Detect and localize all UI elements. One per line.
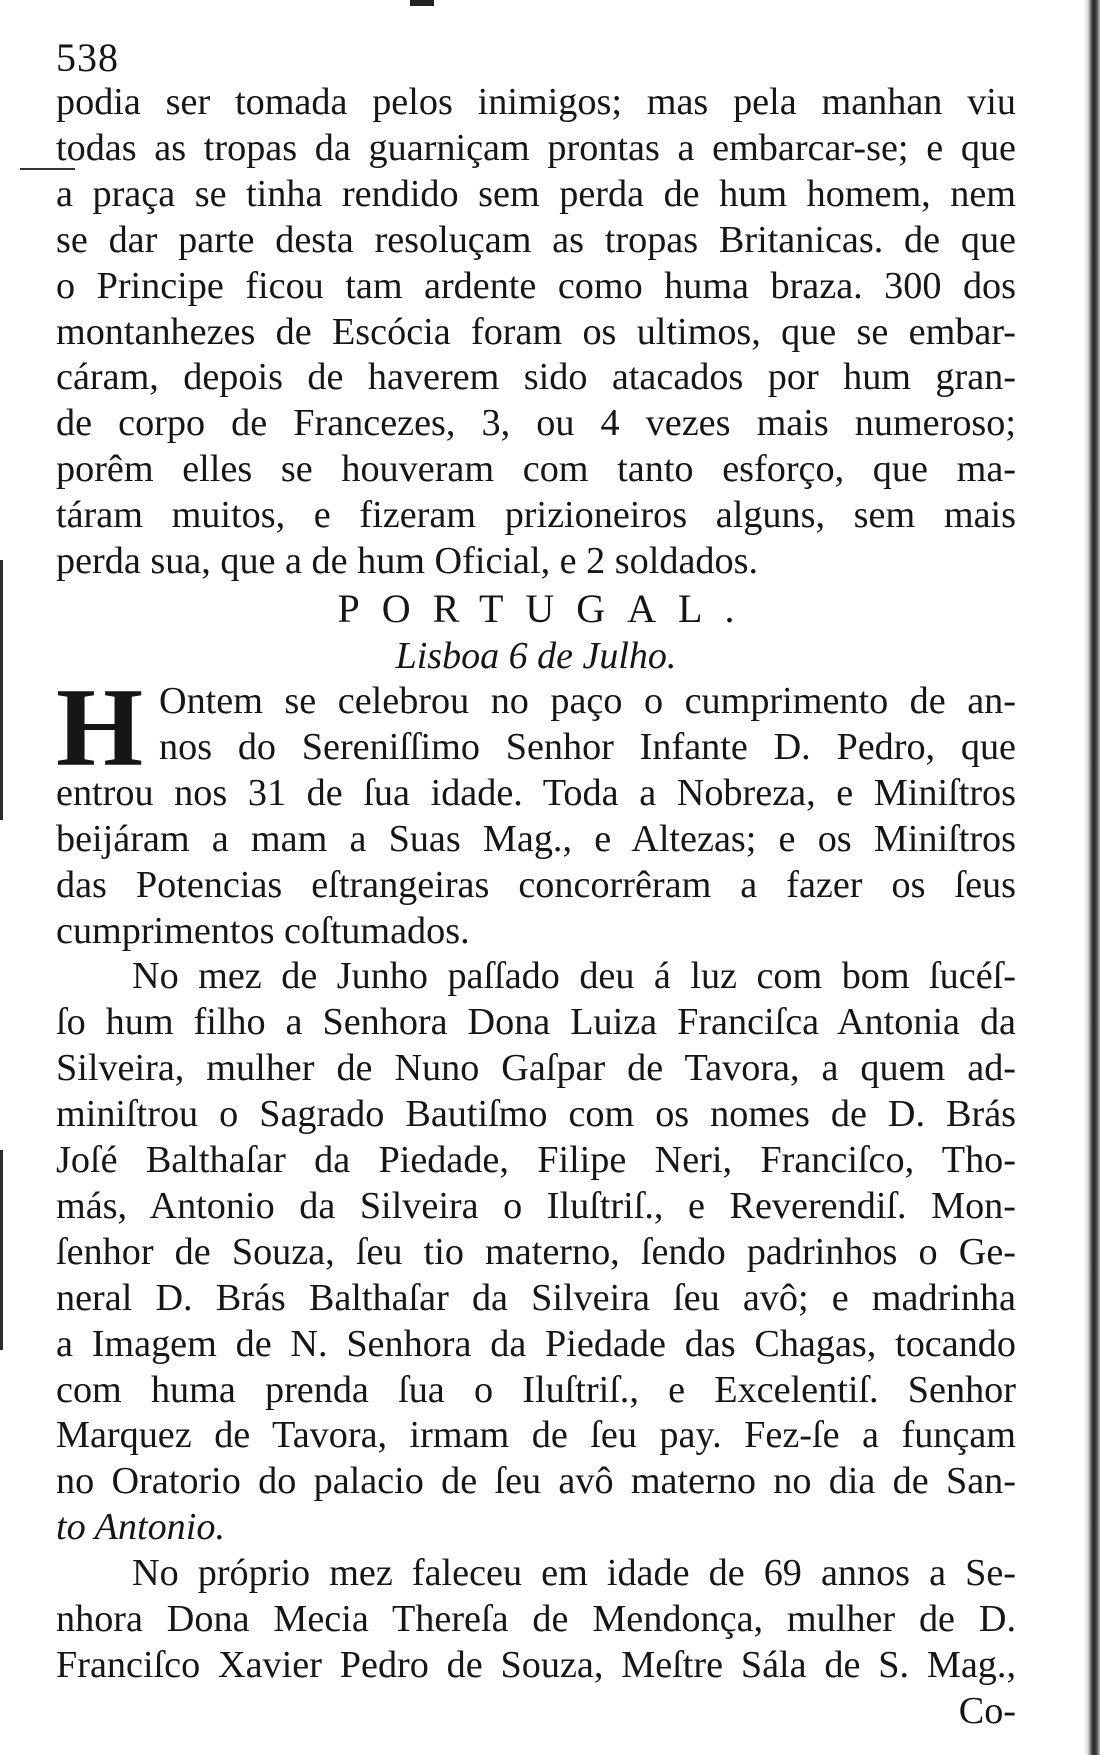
section-heading: PORTUGAL.: [337, 585, 757, 631]
text-line: ſo hum filho a Senhora Dona Luiza Franciſca Antonia da: [56, 1001, 1016, 1044]
text-line: Joſé Balthaſar da Piedade, Filipe Neri, Franciſco, Tho-: [56, 1139, 1016, 1182]
continued-paragraph: [56, 80, 1016, 585]
text-line: más, Antonio da Silveira o Iluſtriſ., e Reverendiſ. Mon-: [56, 1184, 1016, 1227]
text-line: no Oratorio do palacio de ſeu avô materno no dia de San-: [56, 1460, 1016, 1503]
text-line: beijáram a mam a Suas Mag., e Altezas; e os Miniſtros: [56, 817, 1016, 860]
text-line: podia ser tomada pelos inimigos; mas pela manhan viu: [56, 81, 1016, 123]
text-line: nos do Sereniſſimo Senhor Infante D. Pedro, que: [159, 725, 1016, 768]
text-line: No próprio mez faleceu em idade de 69 annos a Se-: [132, 1552, 1016, 1595]
text-line: cumprimentos coſtumados.: [56, 909, 470, 952]
text-line: to Antonio.: [56, 1506, 226, 1549]
text-line: a praça se tinha rendido sem perda de hum homem, nem: [56, 172, 1016, 215]
paragraph-3: [56, 1551, 1016, 1689]
text-line: se dar parte desta resoluçam as tropas Britanicas. de que: [56, 218, 1016, 261]
text-line: ſenhor de Souza, ſeu tio materno, ſendo padrinhos o Ge-: [56, 1230, 1016, 1273]
text-line: porêm elles se houveram com tanto esforço, que ma-: [56, 448, 1016, 491]
text-line: miniſtrou o Sagrado Bautiſmo com os nomes de D. Brás: [56, 1093, 1016, 1136]
text-line: o Principe ficou tam ardente como huma braza. 300 dos: [56, 264, 1016, 307]
text-line: a Imagem de N. Senhora da Piedade das Chagas, tocando: [56, 1322, 1016, 1365]
text-line: entrou nos 31 de ſua idade. Toda a Nobreza, e Miniſtros: [56, 771, 1016, 814]
text-line: Ontem se celebrou no paço o cumprimento de an-: [159, 679, 1016, 722]
text-line: perda sua, que a de hum Oficial, e 2 soldados.: [56, 540, 759, 583]
text-line: neral D. Brás Balthaſar da Silveira ſeu avô; e madrinha: [56, 1276, 1016, 1319]
text-line: com huma prenda ſua o Iluſtriſ., e Excelentiſ. Senhor: [56, 1368, 1016, 1411]
dateline: Lisboa 6 de Julho.: [395, 634, 677, 677]
drop-cap: H: [56, 665, 144, 790]
text-line: Silveira, mulher de Nuno Gaſpar de Tavora, a quem ad-: [56, 1047, 1016, 1090]
scan-edge-left-lower: [0, 1150, 3, 1350]
paragraph-1: [56, 665, 1016, 954]
scan-edge-left: [0, 560, 3, 820]
text-line: táram muitos, e fizeram prizioneiros alguns, sem mais: [56, 494, 1016, 537]
text-line: cáram, depois de haverem sido atacados por hum gran-: [56, 356, 1016, 399]
text-line: todas as tropas da guarniçam prontas a embarcar-se; e que: [56, 126, 1016, 169]
text-line: Franciſco Xavier Pedro de Souza, Meſtre Sála de S. Mag.,: [56, 1644, 1016, 1686]
catchword: Co-: [958, 1689, 1016, 1732]
scan-artifact-top: [410, 0, 434, 6]
paragraph-2: [56, 954, 1016, 1551]
text-line: montanhezes de Escócia foram os ultimos, que se embar-: [56, 310, 1016, 353]
scan-edge-right: [1084, 0, 1100, 1755]
page-number: 538: [56, 35, 119, 80]
text-line: de corpo de Francezes, 3, ou 4 vezes mais numeroso;: [56, 402, 1016, 445]
text-line: Marquez de Tavora, irmam de ſeu pay. Fez-ſe a funçam: [56, 1414, 1016, 1457]
page-body: [56, 80, 1016, 1735]
text-line: nhora Dona Mecia Thereſa de Mendonça, mulher de D.: [56, 1598, 1016, 1641]
text-line: No mez de Junho paſſado deu á luz com bom ſucéſ-: [132, 955, 1016, 998]
text-line: das Potencias eſtrangeiras concorrêram a fazer os ſeus: [56, 863, 1016, 906]
